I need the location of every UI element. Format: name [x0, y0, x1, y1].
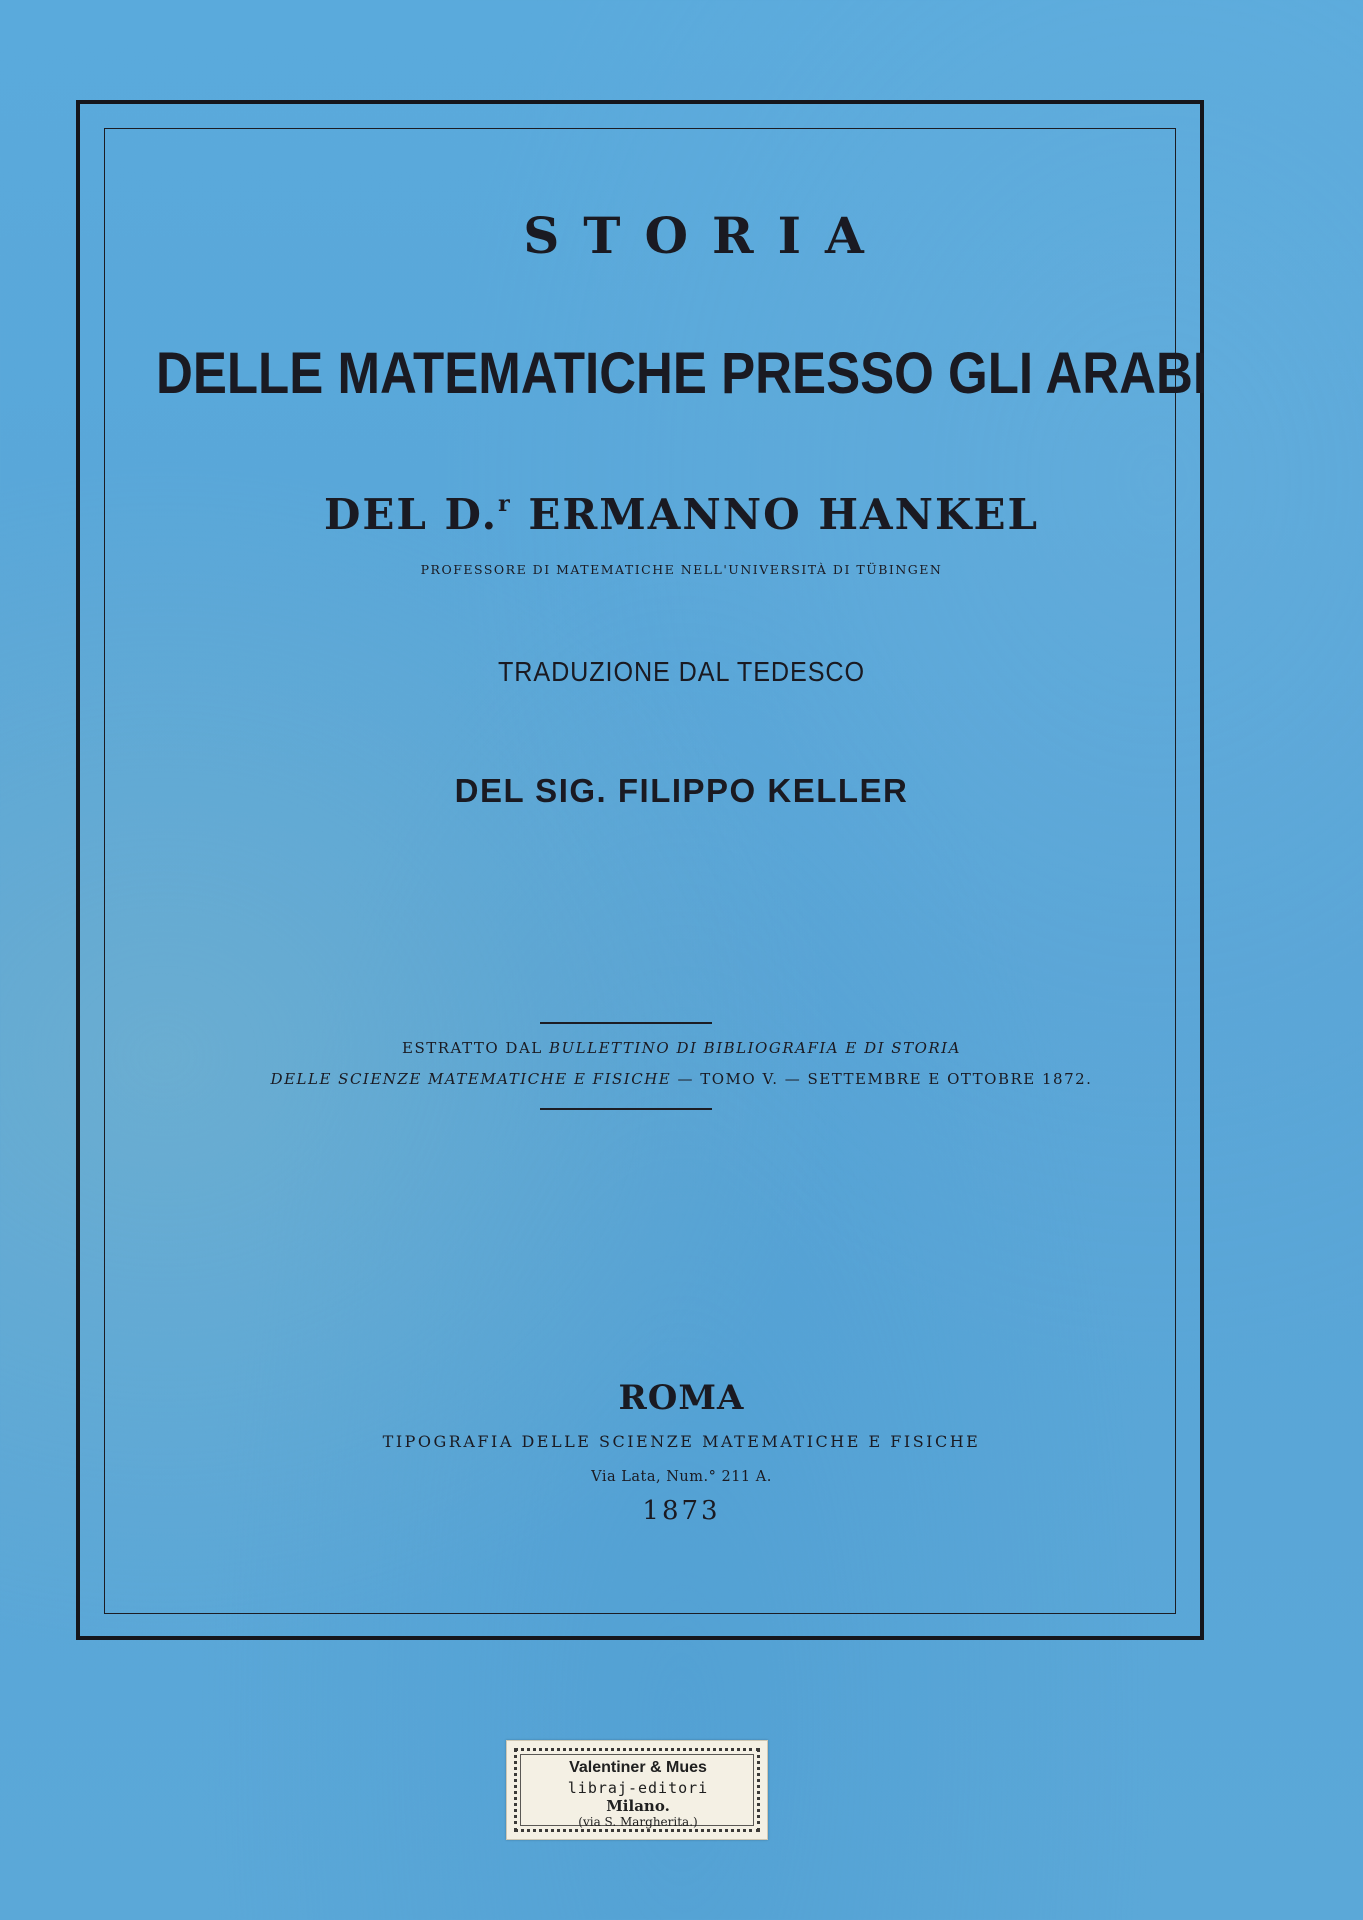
extract-line-2 — [0, 1070, 1363, 1088]
bookseller-label — [506, 1740, 768, 1840]
rule-above-extract — [540, 1022, 712, 1024]
author-prefix: DEL D. — [323, 490, 499, 539]
label-address: (via S. Margherita.) — [578, 1815, 698, 1829]
imprint-city: ROMA — [618, 1378, 745, 1418]
extract-journal-title-cont: DELLE SCIENZE MATEMATICHE E FISICHE — [270, 1070, 672, 1088]
imprint-address: Via Lata, Num.° 211 A. — [591, 1469, 772, 1485]
translator-line: DEL SIG. FILIPPO KELLER — [454, 772, 909, 809]
label-bookseller-name: Valentiner & Mues — [569, 1759, 707, 1776]
author-line — [0, 490, 1363, 539]
label-trade: libraj-editori — [567, 1779, 709, 1797]
main-title: DELLE MATEMATICHE PRESSO GLI ARABI — [155, 341, 1208, 406]
author-name: ERMANNO HANKEL — [528, 490, 1040, 539]
extract-journal-title: BULLETTINO DI BIBLIOGRAFIA E DI STORIA — [549, 1039, 961, 1057]
imprint-printer: TIPOGRAFIA DELLE SCIENZE MATEMATICHE E FISICHE — [382, 1432, 981, 1451]
author-position: PROFESSORE DI MATEMATICHE NELL'UNIVERSITÀ DI TÜBINGEN — [420, 562, 943, 577]
title-storia: STORIA — [523, 206, 888, 265]
extract-volume: — TOMO V. — SETTEMBRE E OTTOBRE 1872. — [671, 1070, 1093, 1088]
label-city: Milano. — [606, 1797, 670, 1815]
extract-line-1 — [0, 1039, 1363, 1057]
translation-note: TRADUZIONE DAL TEDESCO — [497, 656, 866, 687]
imprint-year: 1873 — [642, 1496, 721, 1526]
author-prefix-superscript: r — [498, 491, 512, 517]
rule-below-extract — [540, 1108, 712, 1110]
extract-prefix: ESTRATTO DAL — [402, 1039, 550, 1057]
